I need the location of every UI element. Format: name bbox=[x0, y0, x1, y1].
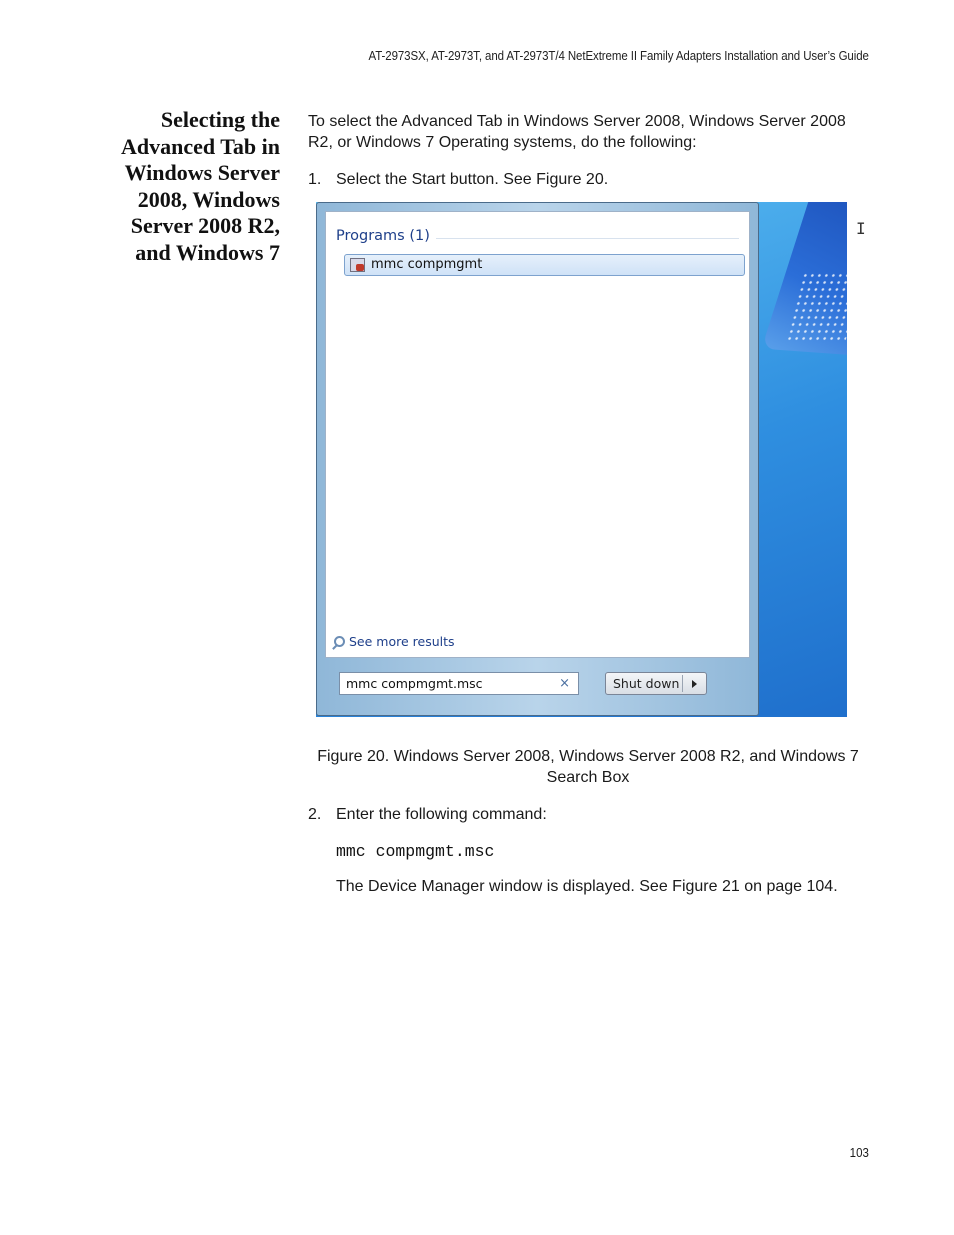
compmgmt-icon bbox=[350, 258, 365, 272]
section-heading bbox=[80, 107, 280, 267]
divider bbox=[436, 238, 739, 239]
search-icon bbox=[334, 636, 345, 647]
command-text: mmc compmgmt.msc bbox=[336, 842, 495, 861]
step-1 bbox=[308, 169, 608, 190]
start-search-input[interactable] bbox=[339, 672, 579, 695]
step-text: Enter the following command: bbox=[336, 806, 547, 823]
clear-icon[interactable]: × bbox=[559, 676, 570, 691]
programs-header: Programs (1) bbox=[336, 228, 430, 244]
heading-line: Advanced Tab in bbox=[121, 133, 280, 159]
start-menu bbox=[316, 202, 759, 716]
text-cursor-icon: I bbox=[856, 219, 866, 238]
step-number: 2. bbox=[308, 806, 322, 823]
search-results-panel bbox=[325, 211, 750, 658]
step-2 bbox=[308, 804, 547, 825]
see-more-label: See more results bbox=[349, 634, 455, 649]
program-result-item[interactable] bbox=[344, 254, 745, 276]
step-text: Select the Start button. See Figure 20. bbox=[336, 171, 609, 188]
heading-line: and Windows 7 bbox=[135, 239, 280, 265]
arrow-right-icon[interactable] bbox=[692, 680, 697, 688]
intro-paragraph: To select the Advanced Tab in Windows Server 2008, Windows Server 2008 R2, or Windows 7 Operating systems, do the following: bbox=[308, 113, 846, 151]
heading-line: Server 2008 R2, bbox=[130, 213, 280, 239]
step-number: 1. bbox=[308, 171, 322, 188]
page-header: AT-2973SX, AT-2973T, and AT-2973T/4 NetExtreme II Family Adapters Installation and User’s Guide bbox=[368, 49, 869, 63]
see-more-results-link[interactable] bbox=[334, 634, 455, 649]
heading-line: Windows Server bbox=[124, 160, 280, 186]
heading-line: Selecting the bbox=[160, 107, 280, 132]
program-result-label: mmc compmgmt bbox=[371, 257, 483, 272]
page-number: 103 bbox=[849, 1146, 869, 1160]
shut-down-button[interactable] bbox=[605, 672, 707, 695]
shut-down-label: Shut down bbox=[613, 676, 680, 691]
start-menu-screenshot bbox=[316, 202, 847, 717]
figure-caption: Figure 20. Windows Server 2008, Windows Server 2008 R2, and Windows 7 Search Box bbox=[317, 748, 859, 786]
result-paragraph: The Device Manager window is displayed. See Figure 21 on page 104. bbox=[336, 878, 838, 895]
divider bbox=[682, 675, 683, 692]
heading-line: 2008, Windows bbox=[137, 186, 280, 212]
search-input-value: mmc compmgmt.msc bbox=[346, 676, 483, 691]
